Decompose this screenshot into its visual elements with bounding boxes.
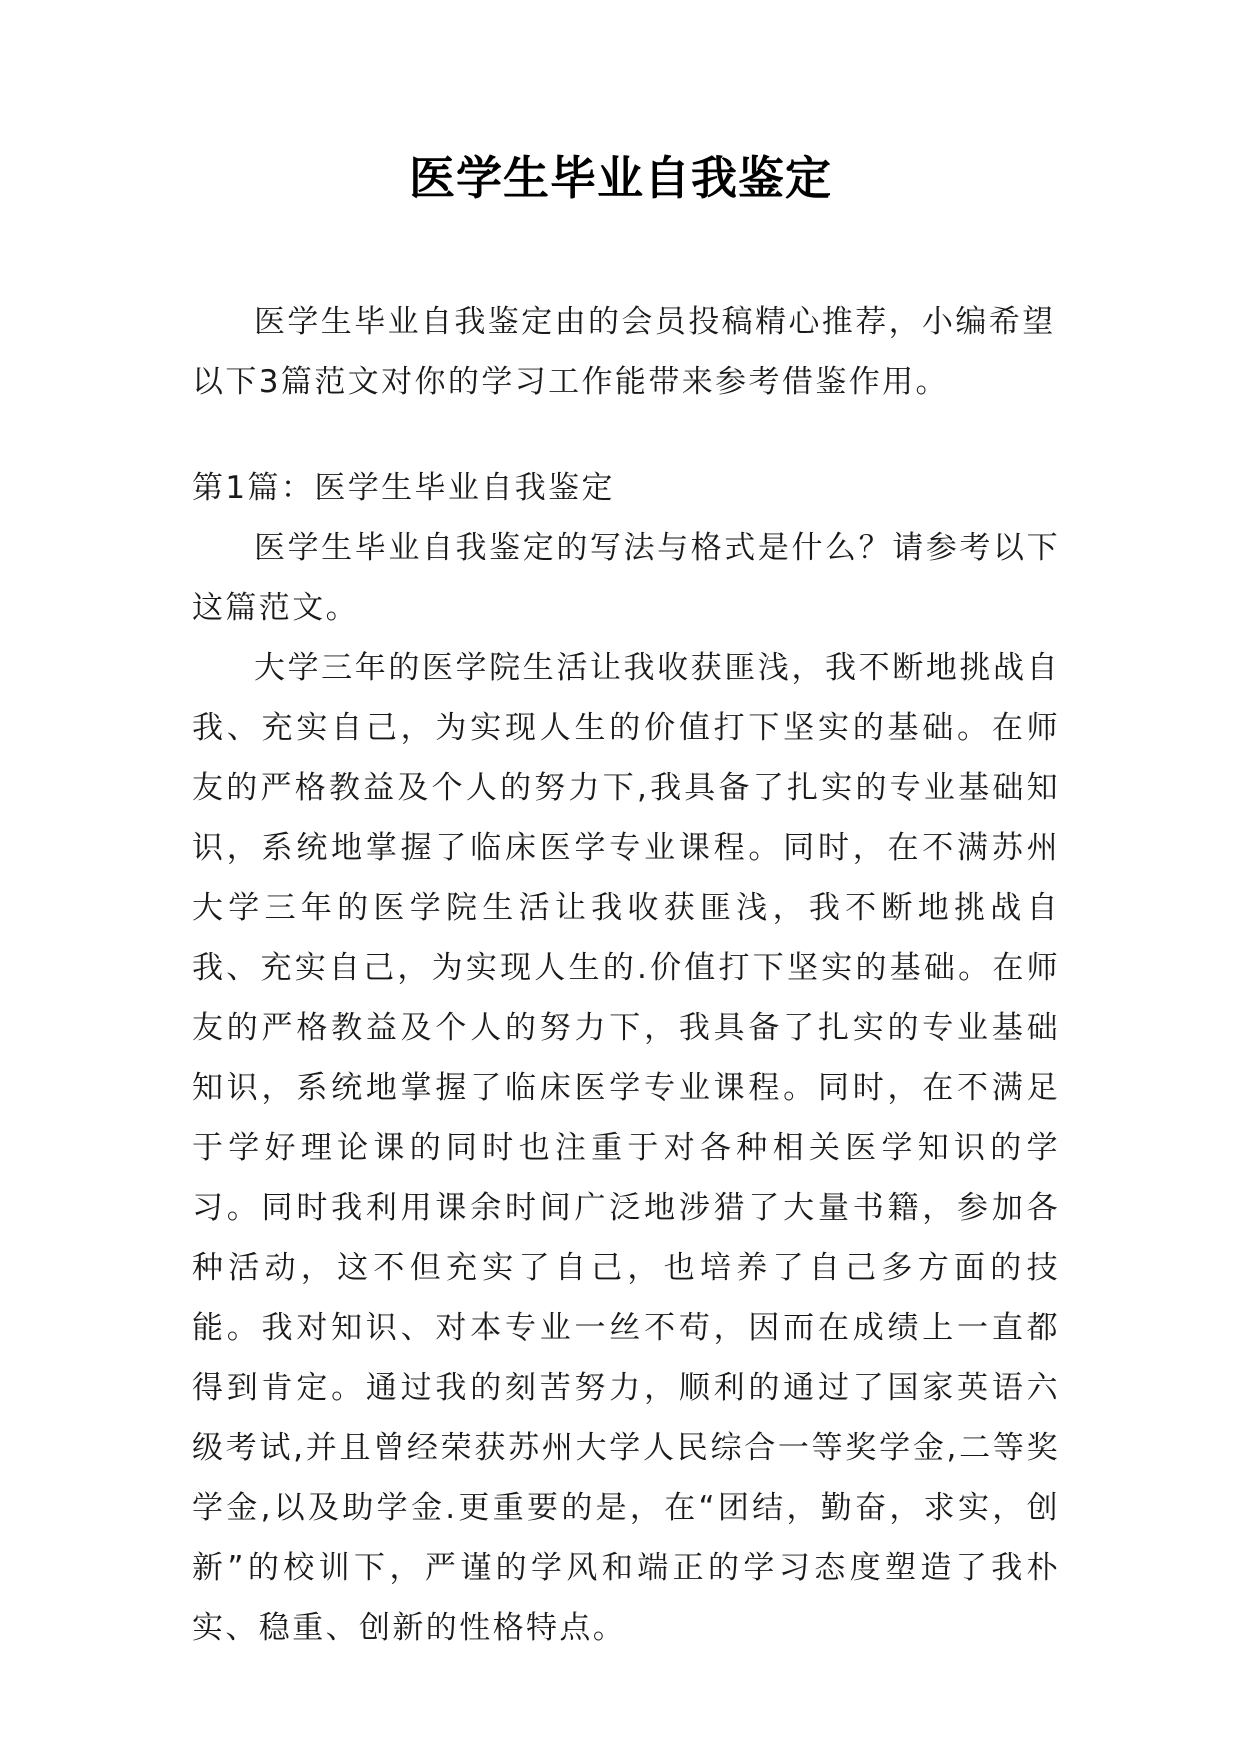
body-paragraph: 大学三年的医学院生活让我收获匪浅，我不断地挑战自我、充实自己，为实现人生的价值打下坚实的基础。在师友的严格教益及个人的努力下,我具备了扎实的专业基础知识，系统地掌握了临床医学专业课程。同时，在不满苏州大学三年的医学院生活让我收获匪浅，我不断地挑战自我、充实自己，为实现人生的.价值打下坚实的基础。在师友的严格教益及个人的努力下，我具备了扎实的专业基础知识，系统地掌握了临床医学专业课程。同时，在不满足于学好理论课的同时也注重于对各种相关医学知识的学习。同时我利用课余时间广泛地涉猎了大量书籍，参加各种活动，这不但充实了自己，也培养了自己多方面的技能。我对知识、对本专业一丝不苟，因而在成绩上一直都得到肯定。通过我的刻苦努力，顺利的通过了国家英语六级考试,并且曾经荣获苏州大学人民综合一等奖学金,二等奖学金,以及助学金.更重要的是，在“团结，勤奋，求实，创新”的校训下，严谨的学风和端正的学习态度塑造了我朴实、稳重、创新的性格特点。 bbox=[192, 650, 1060, 1646]
body-paragraph: 医学生毕业自我鉴定的写法与格式是什么？请参考以下这篇范文。 bbox=[192, 530, 1060, 626]
section-heading: 第1篇：医学生毕业自我鉴定 bbox=[192, 470, 615, 506]
document-title: 医学生毕业自我鉴定 bbox=[409, 151, 832, 205]
intro-paragraph: 医学生毕业自我鉴定由的会员投稿精心推荐，小编希望以下3篇范文对你的学习工作能带来参考借鉴作用。 bbox=[192, 304, 1056, 400]
